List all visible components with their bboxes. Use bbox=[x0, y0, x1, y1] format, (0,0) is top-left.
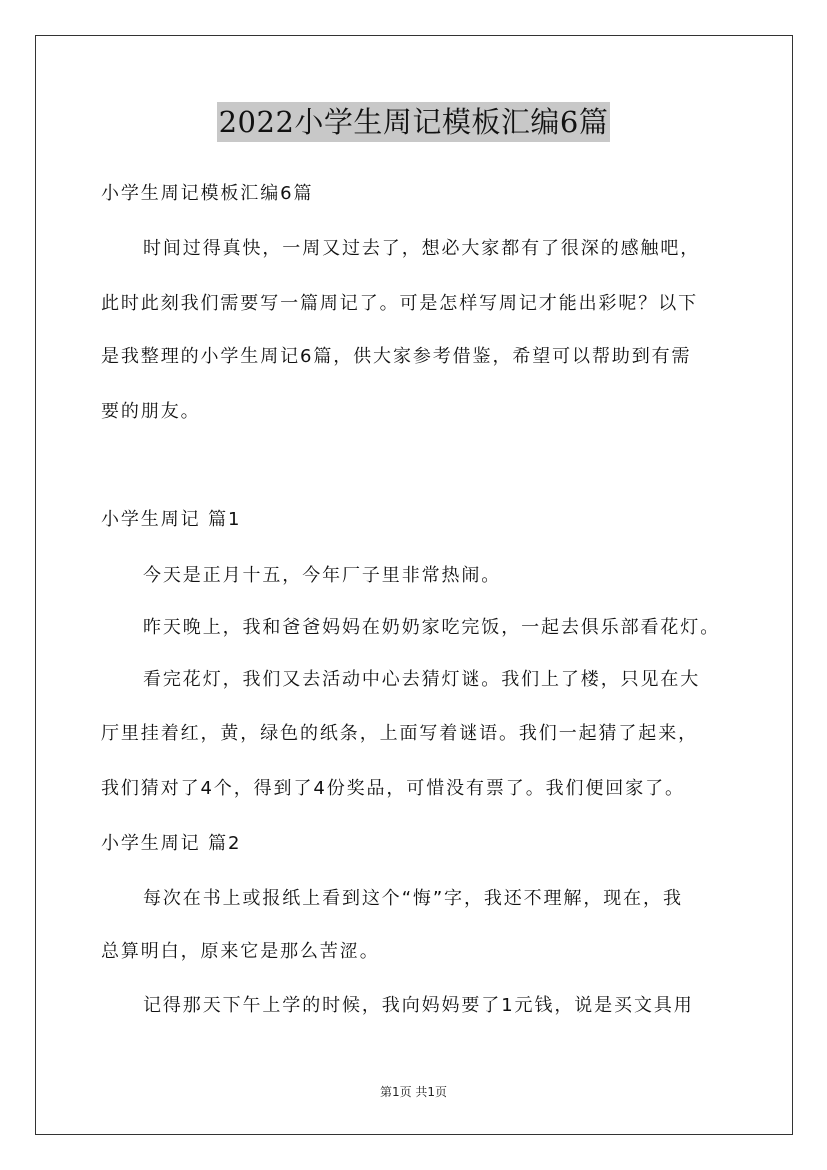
title-container bbox=[0, 102, 827, 142]
intro-line-3: 是我整理的小学生周记6篇，供大家参考借鉴，希望可以帮助到有需 bbox=[101, 346, 692, 367]
subtitle: 小学生周记模板汇编6篇 bbox=[101, 183, 314, 204]
section-1-heading: 小学生周记 篇1 bbox=[101, 509, 242, 530]
section-1-line-5: 我们猜对了4个，得到了4份奖品，可惜没有票了。我们便回家了。 bbox=[101, 778, 685, 799]
section-1-line-3: 看完花灯，我们又去活动中心去猜灯谜。我们上了楼，只见在大 bbox=[143, 669, 701, 690]
intro-line-4: 要的朋友。 bbox=[101, 401, 201, 422]
section-1-line-4: 厅里挂着红，黄，绿色的纸条，上面写着谜语。我们一起猜了起来， bbox=[101, 723, 698, 744]
page-footer: 第1页 共1页 bbox=[379, 1085, 448, 1099]
section-2-line-2: 总算明白，原来它是那么苦涩。 bbox=[101, 941, 380, 962]
section-1-line-1: 今天是正月十五，今年厂子里非常热闹。 bbox=[143, 565, 502, 586]
section-2-heading: 小学生周记 篇2 bbox=[101, 833, 242, 854]
document-title: 2022小学生周记模板汇编6篇 bbox=[217, 102, 611, 142]
intro-line-2: 此时此刻我们需要写一篇周记了。可是怎样写周记才能出彩呢？以下 bbox=[101, 293, 698, 314]
intro-line-1: 时间过得真快，一周又过去了，想必大家都有了很深的感触吧， bbox=[143, 238, 701, 259]
section-2-line-1: 每次在书上或报纸上看到这个“悔”字，我还不理解，现在，我 bbox=[143, 888, 683, 909]
section-2-line-3: 记得那天下午上学的时候，我向妈妈要了1元钱，说是买文具用 bbox=[143, 995, 694, 1016]
section-1-line-2: 昨天晚上，我和爸爸妈妈在奶奶家吃完饭，一起去俱乐部看花灯。 bbox=[143, 617, 721, 638]
